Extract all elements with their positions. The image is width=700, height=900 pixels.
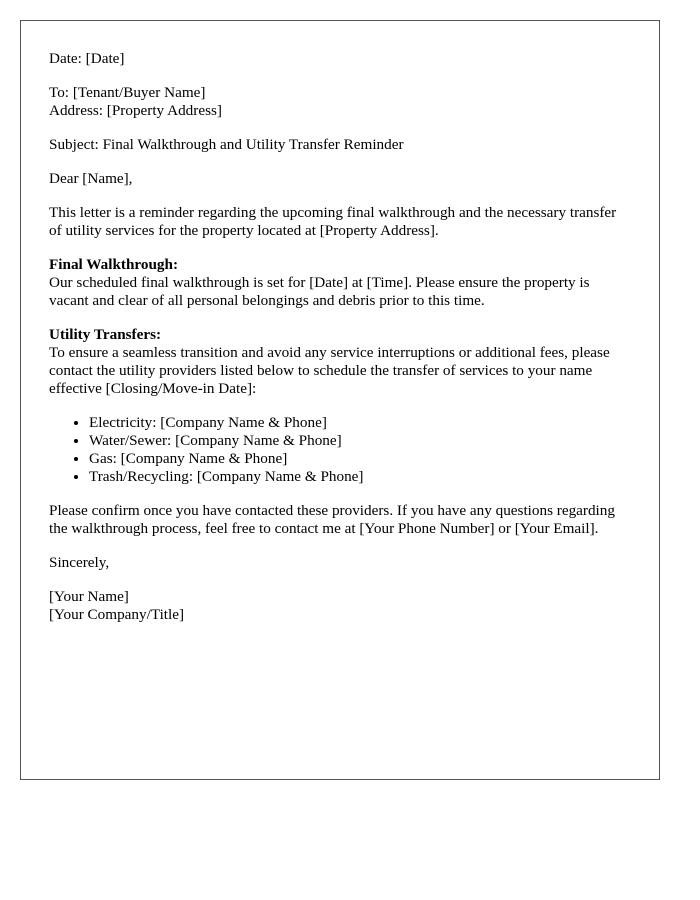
- date-line: Date: [Date]: [49, 50, 125, 67]
- subject-line: Subject: Final Walkthrough and Utility Transfer Reminder: [49, 136, 404, 153]
- utilities-section: [49, 326, 631, 398]
- recipient-block: [49, 84, 631, 120]
- walkthrough-heading: Final Walkthrough:: [49, 256, 178, 273]
- utility-list-item-electricity: • Electricity: [Company Name & Phone]: [89, 414, 631, 432]
- recipient-name: To: [Tenant/Buyer Name]: [49, 84, 206, 101]
- utilities-body: To ensure a seamless transition and avoid any service interruptions or additional fees, please contact the utility providers listed below to schedule the transfer of services to your name effective [Closing/Move-in Date]:: [49, 344, 610, 397]
- signature-block: [49, 588, 631, 624]
- utility-list-item-trash: • Trash/Recycling: [Company Name & Phone]: [89, 468, 631, 486]
- intro-paragraph: This letter is a reminder regarding the upcoming final walkthrough and the necessary transfer of utility services for the property located at [Property Address].: [49, 204, 617, 239]
- sign-off: Sincerely,: [49, 554, 110, 571]
- walkthrough-section: [49, 256, 631, 310]
- letter-document: [20, 20, 660, 780]
- utilities-heading: Utility Transfers:: [49, 326, 162, 343]
- utility-list: [49, 414, 631, 486]
- utility-list-item-water: • Water/Sewer: [Company Name & Phone]: [89, 432, 631, 450]
- recipient-address: Address: [Property Address]: [49, 102, 222, 119]
- walkthrough-body: Our scheduled final walkthrough is set for [Date] at [Time]. Please ensure the property is vacant and clear of all personal belongings and debris prior to this time.: [49, 274, 590, 309]
- signature-name: [Your Name]: [49, 588, 129, 605]
- salutation: Dear [Name],: [49, 170, 133, 187]
- utility-list-item-gas: • Gas: [Company Name & Phone]: [89, 450, 631, 468]
- signature-company: [Your Company/Title]: [49, 606, 185, 623]
- closing-paragraph: Please confirm once you have contacted these providers. If you have any questions regarding the walkthrough process, feel free to contact me at [Your Phone Number] or [Your Email].: [49, 502, 615, 537]
